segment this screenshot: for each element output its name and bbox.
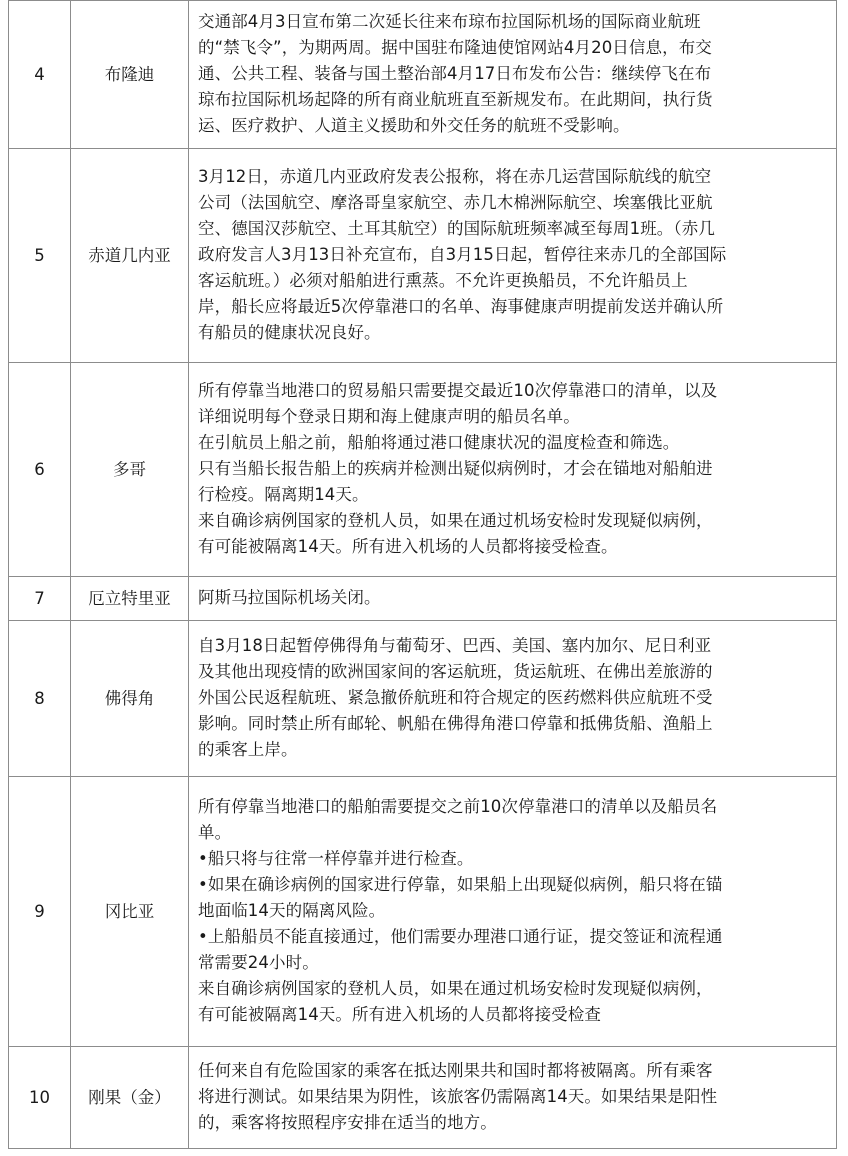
description-line: •如果在确诊病例的国家进行停靠，如果船上出现疑似病例，船只将在锚 [198,875,723,894]
description-line: •上船船员不能直接通过，他们需要办理港口通行证，提交签证和流程通 [198,927,723,946]
description-line: 所有停靠当地港口的船舶需要提交之前10次停靠港口的清单以及船员名 [198,797,718,816]
description-line: 的“禁飞令”，为期两周。据中国驻布隆迪使馆网站4月20日信息，布交 [198,38,712,57]
description-line: 所有停靠当地港口的贸易船只需要提交最近10次停靠港口的清单，以及 [198,381,718,400]
country-name: 多哥 [71,363,189,577]
row-number: 8 [9,621,71,777]
measure-description [189,777,837,1047]
measure-description [189,149,837,363]
description-line: •船只将与往常一样停靠并进行检查。 [198,849,474,868]
description-line: 琼布拉国际机场起降的所有商业航班直至新规发布。在此期间，执行货 [198,90,713,109]
description-line: 空、德国汉莎航空、土耳其航空）的国际航班频率减至每周1班。（赤几 [198,219,715,238]
description-line: 单。 [198,823,232,842]
table-row [9,363,837,577]
description-line: 岸，船长应将最近5次停靠港口的名单、海事健康声明提前发送并确认所 [198,297,724,316]
description-line: 影响。同时禁止所有邮轮、帆船在佛得角港口停靠和抵佛货船、渔船上 [198,714,713,733]
description-line: 及其他出现疫情的欧洲国家间的客运航班，货运航班、在佛出差旅游的 [198,662,713,681]
table-row [9,621,837,777]
description-line: 地面临14天的隔离风险。 [198,901,386,920]
description-line: 外国公民返程航班、紧急撤侨航班和符合规定的医药燃料供应航班不受 [198,688,713,707]
country-name: 冈比亚 [71,777,189,1047]
description-line: 在引航员上船之前，船舶将通过港口健康状况的温度检查和筛选。 [198,433,680,452]
table-row [9,149,837,363]
description-line: 来自确诊病例国家的登机人员，如果在通过机场安检时发现疑似病例， [198,979,713,998]
country-name: 布隆迪 [71,1,189,149]
description-line: 详细说明每个登录日期和海上健康声明的船员名单。 [198,407,580,426]
description-line: 3月12日，赤道几内亚政府发表公报称，将在赤几运营国际航线的航空 [198,167,712,186]
country-name: 刚果（金） [71,1047,189,1149]
measure-description [189,621,837,777]
country-name: 厄立特里亚 [71,577,189,621]
measure-description [189,363,837,577]
table-row [9,777,837,1047]
description-line: 公司（法国航空、摩洛哥皇家航空、赤几木棉洲际航空、埃塞俄比亚航 [198,193,713,212]
description-line: 有可能被隔离14天。所有进入机场的人员都将接受检查 [198,1005,601,1024]
table-row [9,577,837,621]
description-line: 通、公共工程、装备与国土整治部4月17日布发布公告：继续停飞在布 [198,64,712,83]
row-number: 7 [9,577,71,621]
description-line: 阿斯马拉国际机场关闭。 [198,588,381,607]
description-line: 只有当船长报告船上的疾病并检测出疑似病例时，才会在锚地对船舶进 [198,459,713,478]
description-line: 自3月18日起暂停佛得角与葡萄牙、巴西、美国、塞内加尔、尼日利亚 [198,636,712,655]
description-line: 行检疫。隔离期14天。 [198,485,369,504]
measures-table [8,0,837,1149]
description-line: 来自确诊病例国家的登机人员，如果在通过机场安检时发现疑似病例， [198,511,713,530]
description-line: 交通部4月3日宣布第二次延长往来布琼布拉国际机场的国际商业航班 [198,12,701,31]
description-line: 客运航班。）必须对船舶进行熏蒸。不允许更换船员，不允许船员上 [198,271,688,290]
row-number: 10 [9,1047,71,1149]
description-line: 将进行测试。如果结果为阴性，该旅客仍需隔离14天。如果结果是阳性 [198,1087,718,1106]
row-number: 5 [9,149,71,363]
description-line: 运、医疗救护、人道主义援助和外交任务的航班不受影响。 [198,116,630,135]
row-number: 4 [9,1,71,149]
country-name: 赤道几内亚 [71,149,189,363]
description-line: 任何来自有危险国家的乘客在抵达刚果共和国时都将被隔离。所有乘客 [198,1061,713,1080]
description-line: 常需要24小时。 [198,953,319,972]
table-row [9,1,837,149]
measure-description [189,1047,837,1149]
description-line: 有可能被隔离14天。所有进入机场的人员都将接受检查。 [198,537,618,556]
measure-description [189,1,837,149]
row-number: 9 [9,777,71,1047]
measure-description [189,577,837,621]
table-row [9,1047,837,1149]
description-line: 的，乘客将按照程序安排在适当的地方。 [198,1113,497,1132]
description-line: 有船员的健康状况良好。 [198,323,381,342]
country-name: 佛得角 [71,621,189,777]
row-number: 6 [9,363,71,577]
description-line: 政府发言人3月13日补充宣布，自3月15日起，暂停往来赤几的全部国际 [198,245,727,264]
description-line: 的乘客上岸。 [198,740,298,759]
